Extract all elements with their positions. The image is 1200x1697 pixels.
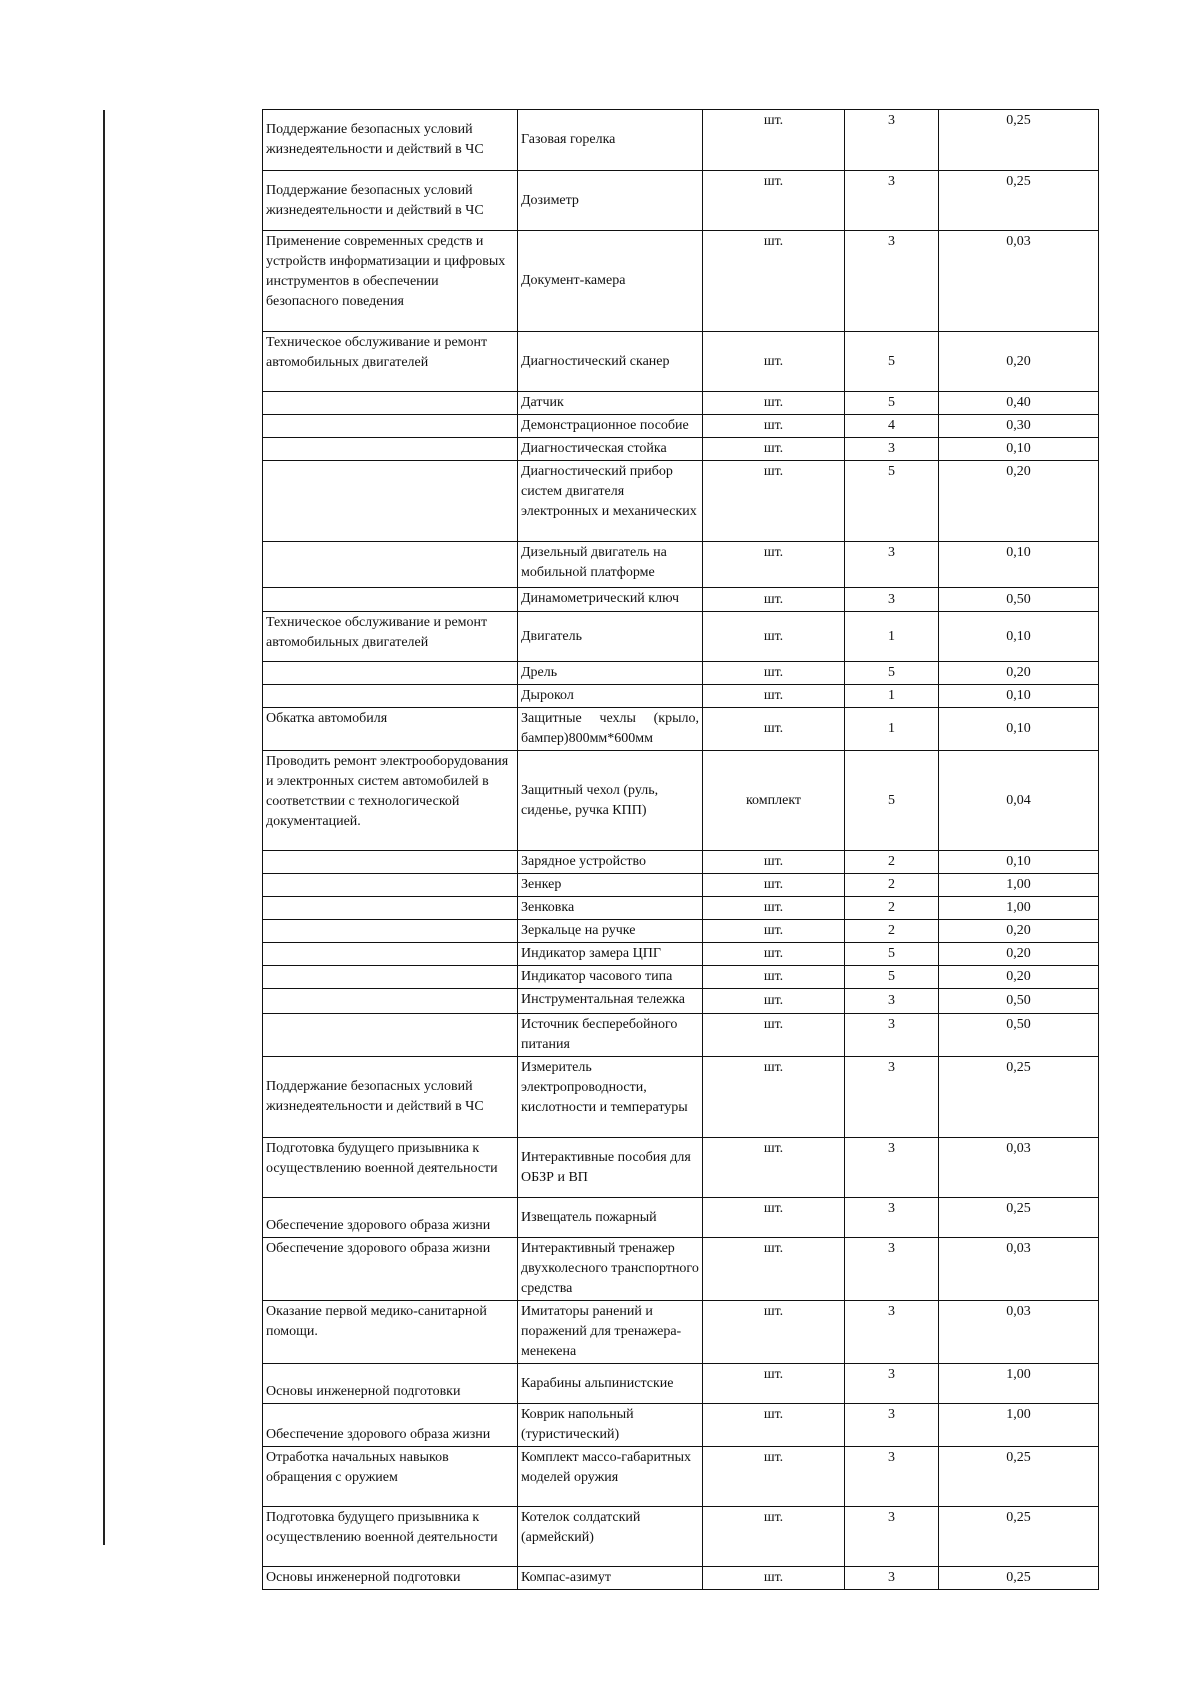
coefficient-cell: 0,50 — [939, 989, 1099, 1014]
unit-cell: шт. — [703, 110, 845, 171]
table-row — [263, 588, 1099, 612]
table-row — [263, 1057, 1099, 1138]
item-name-cell: Дрель — [518, 662, 703, 685]
quantity-cell: 3 — [845, 588, 939, 612]
unit-cell: шт. — [703, 989, 845, 1014]
table-row — [263, 1567, 1099, 1590]
section-cell: Оказание первой медико-санитарной помощи. — [263, 1301, 518, 1364]
section-cell: Проводить ремонт электрооборудования и электронных систем автомобилей в соответствии с технологической документацией. — [263, 751, 518, 851]
quantity-cell: 3 — [845, 1014, 939, 1057]
page-margin-line — [103, 110, 105, 1545]
section-cell — [263, 874, 518, 897]
table-row — [263, 966, 1099, 989]
table-row — [263, 1014, 1099, 1057]
coefficient-cell: 0,25 — [939, 1507, 1099, 1567]
quantity-cell: 3 — [845, 1057, 939, 1138]
unit-cell: шт. — [703, 874, 845, 897]
item-name-cell: Диагностическая стойка — [518, 438, 703, 461]
unit-cell: шт. — [703, 438, 845, 461]
coefficient-cell: 0,20 — [939, 662, 1099, 685]
item-name-cell: Котелок солдатский (армейский) — [518, 1507, 703, 1567]
item-name-cell: Документ-камера — [518, 231, 703, 332]
coefficient-cell: 0,04 — [939, 751, 1099, 851]
coefficient-cell: 0,03 — [939, 1138, 1099, 1198]
item-name-cell: Двигатель — [518, 612, 703, 662]
table-row — [263, 461, 1099, 542]
table-row — [263, 1447, 1099, 1507]
section-cell — [263, 943, 518, 966]
item-name-cell: Датчик — [518, 392, 703, 415]
coefficient-cell: 0,20 — [939, 461, 1099, 542]
table-row — [263, 392, 1099, 415]
section-cell — [263, 920, 518, 943]
section-cell — [263, 851, 518, 874]
coefficient-cell: 0,03 — [939, 231, 1099, 332]
item-name-cell: Инструментальная тележка — [518, 989, 703, 1014]
quantity-cell: 1 — [845, 708, 939, 751]
quantity-cell: 5 — [845, 966, 939, 989]
coefficient-cell: 0,10 — [939, 542, 1099, 588]
coefficient-cell: 0,20 — [939, 332, 1099, 392]
quantity-cell: 3 — [845, 110, 939, 171]
unit-cell: шт. — [703, 332, 845, 392]
coefficient-cell: 0,10 — [939, 708, 1099, 751]
equipment-table — [262, 109, 1099, 1590]
quantity-cell: 3 — [845, 1301, 939, 1364]
unit-cell: шт. — [703, 851, 845, 874]
section-cell: Техническое обслуживание и ремонт автомобильных двигателей — [263, 612, 518, 662]
unit-cell: шт. — [703, 708, 845, 751]
item-name-cell: Защитные чехлы (крыло, бампер)800мм*600мм — [518, 708, 703, 751]
section-cell: Техническое обслуживание и ремонт автомобильных двигателей — [263, 332, 518, 392]
coefficient-cell: 0,50 — [939, 1014, 1099, 1057]
section-cell — [263, 588, 518, 612]
unit-cell: шт. — [703, 685, 845, 708]
item-name-cell: Источник бесперебойного питания — [518, 1014, 703, 1057]
section-cell: Применение современных средств и устройств информатизации и цифровых инструментов в обеспечении безопасного поведения — [263, 231, 518, 332]
unit-cell: шт. — [703, 966, 845, 989]
unit-cell: шт. — [703, 1567, 845, 1590]
unit-cell: шт. — [703, 461, 845, 542]
coefficient-cell: 0,03 — [939, 1238, 1099, 1301]
coefficient-cell: 0,10 — [939, 438, 1099, 461]
unit-cell: шт. — [703, 1404, 845, 1447]
quantity-cell: 5 — [845, 392, 939, 415]
unit-cell: шт. — [703, 1198, 845, 1238]
coefficient-cell: 0,20 — [939, 920, 1099, 943]
item-name-cell: Коврик напольный (туристический) — [518, 1404, 703, 1447]
item-name-cell: Зарядное устройство — [518, 851, 703, 874]
section-cell: Поддержание безопасных условий жизнедеятельности и действий в ЧС — [263, 1057, 518, 1138]
item-name-cell: Измеритель электропроводности, кислотности и температуры — [518, 1057, 703, 1138]
table-row — [263, 231, 1099, 332]
quantity-cell: 5 — [845, 943, 939, 966]
coefficient-cell: 1,00 — [939, 897, 1099, 920]
coefficient-cell: 0,50 — [939, 588, 1099, 612]
unit-cell: шт. — [703, 392, 845, 415]
quantity-cell: 3 — [845, 438, 939, 461]
quantity-cell: 3 — [845, 1404, 939, 1447]
unit-cell: шт. — [703, 1301, 845, 1364]
unit-cell: шт. — [703, 662, 845, 685]
table-row — [263, 1364, 1099, 1404]
unit-cell: шт. — [703, 1507, 845, 1567]
coefficient-cell: 0,25 — [939, 1567, 1099, 1590]
coefficient-cell: 1,00 — [939, 1404, 1099, 1447]
coefficient-cell: 0,03 — [939, 1301, 1099, 1364]
quantity-cell: 3 — [845, 1507, 939, 1567]
table-row — [263, 415, 1099, 438]
unit-cell: шт. — [703, 231, 845, 332]
section-cell: Обкатка автомобиля — [263, 708, 518, 751]
item-name-cell: Дизельный двигатель на мобильной платформе — [518, 542, 703, 588]
table-row — [263, 1301, 1099, 1364]
item-name-cell: Интерактивный тренажер двухколесного транспортного средства — [518, 1238, 703, 1301]
unit-cell: шт. — [703, 943, 845, 966]
table-row — [263, 1507, 1099, 1567]
unit-cell: шт. — [703, 171, 845, 231]
quantity-cell: 4 — [845, 415, 939, 438]
unit-cell: шт. — [703, 612, 845, 662]
table-row — [263, 1238, 1099, 1301]
section-cell — [263, 897, 518, 920]
quantity-cell: 3 — [845, 1198, 939, 1238]
quantity-cell: 3 — [845, 1138, 939, 1198]
quantity-cell: 5 — [845, 332, 939, 392]
table-row — [263, 897, 1099, 920]
unit-cell: шт. — [703, 1014, 845, 1057]
item-name-cell: Индикатор замера ЦПГ — [518, 943, 703, 966]
section-cell: Обеспечение здорового образа жизни — [263, 1238, 518, 1301]
table-row — [263, 851, 1099, 874]
item-name-cell: Дозиметр — [518, 171, 703, 231]
unit-cell: шт. — [703, 588, 845, 612]
section-cell — [263, 438, 518, 461]
item-name-cell: Индикатор часового типа — [518, 966, 703, 989]
item-name-cell: Демонстрационное пособие — [518, 415, 703, 438]
section-cell: Основы инженерной подготовки — [263, 1567, 518, 1590]
table-row — [263, 989, 1099, 1014]
item-name-cell: Газовая горелка — [518, 110, 703, 171]
item-name-cell: Комплект массо-габаритных моделей оружия — [518, 1447, 703, 1507]
section-cell — [263, 461, 518, 542]
item-name-cell: Динамометрический ключ — [518, 588, 703, 612]
unit-cell: шт. — [703, 1364, 845, 1404]
quantity-cell: 2 — [845, 851, 939, 874]
table-row — [263, 542, 1099, 588]
table-row — [263, 708, 1099, 751]
coefficient-cell: 0,20 — [939, 943, 1099, 966]
quantity-cell: 2 — [845, 897, 939, 920]
section-cell — [263, 392, 518, 415]
coefficient-cell: 0,25 — [939, 1447, 1099, 1507]
section-cell: Обеспечение здорового образа жизни — [263, 1404, 518, 1447]
coefficient-cell: 0,10 — [939, 612, 1099, 662]
item-name-cell: Диагностический сканер — [518, 332, 703, 392]
coefficient-cell: 1,00 — [939, 874, 1099, 897]
coefficient-cell: 0,10 — [939, 851, 1099, 874]
section-cell: Подготовка будущего призывника к осуществлению военной деятельности — [263, 1138, 518, 1198]
item-name-cell: Зенковка — [518, 897, 703, 920]
table-row — [263, 662, 1099, 685]
table-row — [263, 943, 1099, 966]
section-cell: Поддержание безопасных условий жизнедеятельности и действий в ЧС — [263, 110, 518, 171]
quantity-cell: 3 — [845, 231, 939, 332]
coefficient-cell: 0,25 — [939, 1057, 1099, 1138]
table-row — [263, 1404, 1099, 1447]
coefficient-cell: 0,30 — [939, 415, 1099, 438]
item-name-cell: Имитаторы ранений и поражений для тренажера-менекена — [518, 1301, 703, 1364]
coefficient-cell: 0,10 — [939, 685, 1099, 708]
quantity-cell: 3 — [845, 1447, 939, 1507]
unit-cell: шт. — [703, 1447, 845, 1507]
table-row — [263, 612, 1099, 662]
section-cell: Основы инженерной подготовки — [263, 1364, 518, 1404]
coefficient-cell: 0,20 — [939, 966, 1099, 989]
unit-cell: шт. — [703, 920, 845, 943]
quantity-cell: 5 — [845, 751, 939, 851]
quantity-cell: 3 — [845, 542, 939, 588]
coefficient-cell: 0,40 — [939, 392, 1099, 415]
quantity-cell: 3 — [845, 1238, 939, 1301]
table-row — [263, 1138, 1099, 1198]
item-name-cell: Зенкер — [518, 874, 703, 897]
coefficient-cell: 1,00 — [939, 1364, 1099, 1404]
section-cell — [263, 685, 518, 708]
table-row — [263, 171, 1099, 231]
unit-cell: комплект — [703, 751, 845, 851]
table-row — [263, 110, 1099, 171]
item-name-cell: Извещатель пожарный — [518, 1198, 703, 1238]
coefficient-cell: 0,25 — [939, 1198, 1099, 1238]
unit-cell: шт. — [703, 1238, 845, 1301]
section-cell: Обеспечение здорового образа жизни — [263, 1198, 518, 1238]
quantity-cell: 1 — [845, 685, 939, 708]
section-cell: Отработка начальных навыков обращения с оружием — [263, 1447, 518, 1507]
table-row — [263, 438, 1099, 461]
quantity-cell: 5 — [845, 461, 939, 542]
item-name-cell: Диагностический прибор систем двигателя электронных и механических — [518, 461, 703, 542]
quantity-cell: 2 — [845, 920, 939, 943]
item-name-cell: Дырокол — [518, 685, 703, 708]
item-name-cell: Карабины альпинистские — [518, 1364, 703, 1404]
coefficient-cell: 0,25 — [939, 171, 1099, 231]
quantity-cell: 2 — [845, 874, 939, 897]
quantity-cell: 1 — [845, 612, 939, 662]
quantity-cell: 5 — [845, 662, 939, 685]
quantity-cell: 3 — [845, 1567, 939, 1590]
table-row — [263, 332, 1099, 392]
section-cell: Поддержание безопасных условий жизнедеятельности и действий в ЧС — [263, 171, 518, 231]
unit-cell: шт. — [703, 1138, 845, 1198]
item-name-cell: Зеркальце на ручке — [518, 920, 703, 943]
section-cell — [263, 662, 518, 685]
section-cell — [263, 966, 518, 989]
unit-cell: шт. — [703, 897, 845, 920]
unit-cell: шт. — [703, 1057, 845, 1138]
table-row — [263, 1198, 1099, 1238]
item-name-cell: Защитный чехол (руль, сиденье, ручка КПП) — [518, 751, 703, 851]
section-cell — [263, 989, 518, 1014]
quantity-cell: 3 — [845, 1364, 939, 1404]
table-row — [263, 920, 1099, 943]
section-cell: Подготовка будущего призывника к осуществлению военной деятельности — [263, 1507, 518, 1567]
table-row — [263, 874, 1099, 897]
item-name-cell: Интерактивные пособия для ОБЗР и ВП — [518, 1138, 703, 1198]
item-name-cell: Компас-азимут — [518, 1567, 703, 1590]
quantity-cell: 3 — [845, 989, 939, 1014]
section-cell — [263, 542, 518, 588]
unit-cell: шт. — [703, 415, 845, 438]
unit-cell: шт. — [703, 542, 845, 588]
section-cell — [263, 1014, 518, 1057]
table-row — [263, 751, 1099, 851]
table-row — [263, 685, 1099, 708]
section-cell — [263, 415, 518, 438]
coefficient-cell: 0,25 — [939, 110, 1099, 171]
quantity-cell: 3 — [845, 171, 939, 231]
